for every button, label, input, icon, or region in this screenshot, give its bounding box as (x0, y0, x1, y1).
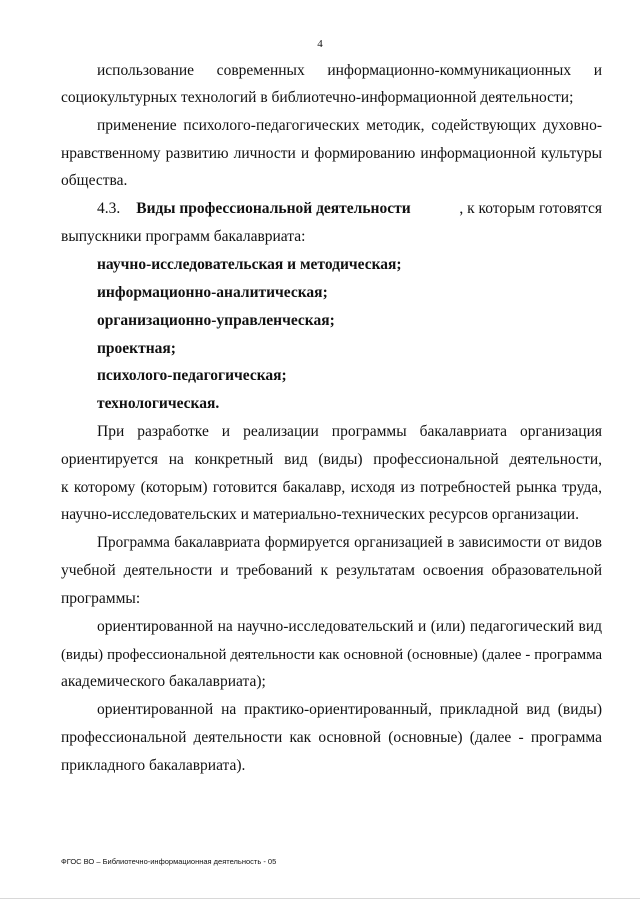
text-line: учебной деятельности и требований к результатам освоения образовательной (61, 562, 602, 579)
text-line: выпускники программ бакалавриата: (61, 228, 306, 245)
text-line: применение психолого-педагогических методик, содействующих духовно- (97, 117, 602, 134)
text-line: программы: (61, 590, 141, 607)
text-line: использование современных информационно-коммуникационных и (97, 62, 602, 79)
page-footer: ФГОС ВО – Библиотечно-информационная деятельность - 05 (61, 857, 277, 866)
text-line: При разработке и реализации программы бакалавриата организация (97, 423, 602, 440)
text-line: общества. (61, 172, 128, 189)
text-line: прикладного бакалавриата). (61, 757, 246, 774)
text-line: Программа бакалавриата формируется организацией в зависимости от видов (97, 534, 602, 551)
text-line: научно-исследовательских и материально-технических ресурсов организации. (61, 506, 579, 523)
list-item: технологическая. (97, 395, 220, 412)
text-line: ориентируется на конкретный вид (виды) профессиональной деятельности, (61, 451, 602, 468)
list-item: организационно-управленческая; (97, 312, 335, 329)
text-line: к которому (которым) готовится бакалавр, исходя из потребностей рынка труда, (61, 479, 602, 496)
scan-edge-divider (0, 898, 640, 899)
list-item: научно-исследовательская и методическая; (97, 256, 402, 273)
text-line: социокультурных технологий в библиотечно-информационной деятельности; (61, 89, 574, 106)
text-line: ориентированной на практико-ориентированный, прикладной вид (виды) (97, 701, 602, 718)
section-number: 4.3. (97, 200, 121, 217)
text-line: (виды) профессиональной деятельности как основной (основные) (далее - программа (61, 647, 602, 663)
text-line: нравственному развитию личности и формированию информационной культуры (61, 145, 602, 162)
text-fragment: , к которым готовятся (459, 200, 602, 217)
text-line: профессиональной деятельности как основной (основные) (далее - программа (61, 729, 602, 746)
section-heading: Виды профессиональной деятельности (136, 200, 411, 217)
section-heading-line (97, 200, 602, 218)
text-line: академического бакалавриата); (61, 673, 266, 690)
list-item: информационно-аналитическая; (97, 284, 328, 301)
page-number: 4 (317, 38, 323, 50)
text-line: ориентированной на научно-исследовательский и (или) педагогический вид (97, 618, 602, 635)
list-item: проектная; (97, 340, 176, 357)
list-item: психолого-педагогическая; (97, 367, 287, 384)
